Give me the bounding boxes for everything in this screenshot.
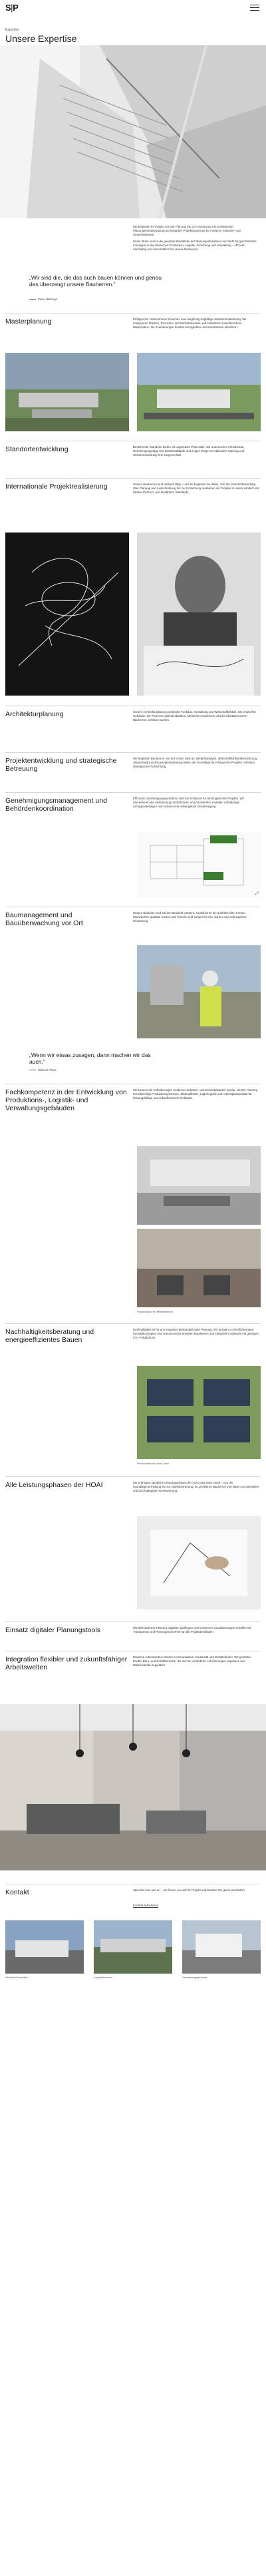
- section-title-masterplanung: Masterplanung: [5, 318, 52, 325]
- intro-paragraph-2: Unser Team vereint die gesamte Bandbreite der Planungsdisziplinen und steht für ganzheitliche Lösungen in den Bereichen Produktion, Logistik, Forschung und Verwaltung – effizient, nachhaltig und wirtschaftlich für unsere Bauherren.: [133, 240, 257, 251]
- project-teaser-2-image[interactable]: [94, 1920, 172, 1974]
- quote-2-author-name: Michael Pfaus: [38, 1068, 57, 1072]
- intro-text: [133, 225, 259, 252]
- masterplan-aerial-image-1: [5, 353, 129, 431]
- construction-site-image: [137, 945, 261, 1038]
- section-title-hoai: Alle Leistungsphasen der HOAI: [5, 1481, 103, 1489]
- project-teaser-3-image[interactable]: [182, 1920, 261, 1974]
- section-text-fachkompetenz: Wir kennen die Anforderungen moderner Industrie- und Gewerbebauten genau. Unsere Planung berücksichtigt Produktionsprozesse, Materialflüsse, Lagerlogistik und Arbeitsplatzqualität für leistungsfähige und zukunftssichere Gebäude.: [133, 1088, 258, 1100]
- divider: [5, 313, 261, 314]
- quote-1-author: [29, 298, 57, 301]
- page-title: Unsere Expertise: [5, 33, 77, 44]
- quote-1: „Wir sind die, die das auch bauen können und genau das überzeugt unsere Bauherren.“: [29, 274, 162, 288]
- section-title-international: Internationale Projektrealisierung: [5, 483, 108, 491]
- section-text-kontakt: Sprechen Sie uns an – wir freuen uns auf Ihr Projekt und beraten Sie gerne persönlich.: [133, 1888, 245, 1892]
- project-teaser-1-image[interactable]: [5, 1920, 84, 1974]
- section-text-architektur: Unsere Architekturplanung verbindet Funktion, Gestaltung und Wirtschaftlichkeit. Wir entwerfen Gebäude, die Prozesse optimal abbilden, Menschen inspirieren und die Identität unserer Bauherren sichtbar machen.: [133, 710, 256, 722]
- section-title-projektentwicklung: Projektentwicklung und strategische Betreuung: [5, 757, 117, 773]
- sketch-drawing-image: [5, 533, 129, 696]
- project-teaser-2-label[interactable]: Logistikzentrum: [94, 1976, 113, 1979]
- divider: [5, 478, 261, 479]
- logo-letter-s: S: [5, 3, 11, 13]
- section-title-fachkompetenz: Fachkompetenz in der Entwicklung von Produktions-, Logistik- und Verwaltungsgebäuden: [5, 1088, 127, 1112]
- kontakt-link[interactable]: Kontakt aufnehmen: [133, 1904, 159, 1907]
- divider: [5, 752, 261, 753]
- section-text-bauleitung: Unsere Bauleiter sind auf der Baustelle präsent, koordinieren die ausführenden Firmen, überwachen Qualität, Kosten und Termine und sorgen für eine sichere und reibungslose Umsetzung.: [133, 911, 247, 923]
- fachkompetenz-caption: Pausenraum für Mitarbeitende: [137, 1310, 173, 1313]
- masterplan-aerial-image-2: [137, 353, 261, 431]
- section-title-genehmigung: Genehmigungsmanagement und Behördenkoordination: [5, 797, 107, 813]
- floorplan-diagram-image: [137, 832, 261, 897]
- logo-letter-p: P: [13, 3, 19, 13]
- page-kicker: Expertise: [5, 28, 19, 32]
- section-title-kontakt: Kontakt: [5, 1888, 29, 1896]
- section-text-arbeitswelten: Moderne Arbeitswelten fördern Kommunikation, Kreativität und Wohlbefinden. Wir gestalten flexible Büro- und Sozialbereiche, die sich an veränderte Anforderungen anpassen und Mitarbeitende begeistern.: [133, 1655, 251, 1667]
- section-text-digital: Mit BIM-basierter Planung, digitalen Zwillingen und modernen Visualisierungen schaffen wir Transparenz und Planungssicherheit für alle Projektbeteiligten.: [133, 1626, 251, 1633]
- hand-sketch-image: [137, 1516, 261, 1610]
- solar-roof-image: [137, 1366, 261, 1459]
- quote-2-author: [29, 1068, 57, 1072]
- intro-paragraph-1: Wir begleiten Ihr Projekt von der Planung bis zur Umsetzung mit umfassender Planungsverantwortung und integraler Projektsteuerung für moderne Industrie- und Gewerbebauten.: [133, 225, 241, 236]
- interior-image-2: [137, 1229, 261, 1307]
- section-title-arbeitswelten: Integration flexibler und zukunftsfähiger Arbeitswelten: [5, 1655, 128, 1671]
- section-text-hoai: Wir erbringen sämtliche Leistungsphasen der HOAI aus einer Hand – von der Grundlagenermittlung bis zur Objektbetreuung. So profitieren Bauherren von klaren Schnittstellen und durchgängiger Verantwortung.: [133, 1481, 259, 1492]
- office-lounge-image: [0, 1704, 266, 1870]
- section-title-nachhaltigkeit: Nachhaltigkeitsberatung und energieeffizientes Bauen: [5, 1328, 94, 1344]
- divider: [5, 1476, 261, 1477]
- section-text-international: Unsere Bauherren sind weltweit tätig – und wir begleiten sie dabei. Von der Standortbewertung über Planung und Ausschreibung bis zur Umsetzung realisieren wir Projekte in vielen Ländern mit lokalen Partnern und bewährten Standards.: [133, 483, 259, 494]
- section-text-masterplanung: Erfolgreiche Unternehmen brauchen eine langfristig tragfähige Standortentwicklung. Wir analysieren Flächen, Prozesse und Wachstumsziele und entwickeln zukunftssichere Masterpläne, die Erweiterungen flexibel ermöglichen und Investitionen absichern.: [133, 318, 247, 329]
- hero-image: [0, 45, 266, 218]
- section-text-projektentwicklung: Wir begleiten Bauherren von der ersten Idee an: Bedarfsanalyse, Wirtschaftlichkeitsbetrachtung, Standortwahl und Konzeptentwicklung bilden die Grundlage für erfolgreiche Projekte mit klarer strategischer Ausrichtung.: [133, 757, 258, 768]
- project-teaser-1-label[interactable]: Neubau Produktion: [5, 1976, 29, 1979]
- project-teaser-3-label[interactable]: Verwaltungsgebäude: [182, 1976, 207, 1979]
- nachhaltigkeit-caption: Photovoltaik auf dem Dach: [137, 1462, 169, 1465]
- menu-icon[interactable]: [250, 5, 259, 11]
- section-title-standortentwicklung: Standortentwicklung: [5, 445, 68, 453]
- section-title-bauleitung: Baumanagement und Bauüberwachung vor Ort: [5, 911, 83, 927]
- section-text-genehmigung: Effiziente Genehmigungsverfahren sind ein Schlüssel für termingerechte Projekte. Wir übernehmen die Abstimmung mit Behörden und Fachstellen, erstellen vollständige Antragsunterlagen und sichern eine reibungslose Genehmigung.: [133, 797, 245, 808]
- interior-image-1: [137, 1146, 261, 1225]
- expand-icon[interactable]: ⤢: [255, 892, 259, 896]
- divider: [5, 792, 261, 793]
- logo[interactable]: [5, 3, 18, 13]
- section-title-digital: Einsatz digitaler Planungstools: [5, 1626, 101, 1634]
- quote-2: „Wenn wir etwas zusagen, dann machen wir das auch.“: [29, 1052, 151, 1065]
- divider: [5, 1621, 261, 1622]
- logo-separator: |: [11, 3, 13, 13]
- architect-drawing-image: [137, 533, 261, 696]
- section-title-architektur: Architekturplanung: [5, 710, 64, 718]
- section-text-nachhaltigkeit: Nachhaltigkeit ist für uns integraler Bestandteil jeder Planung. Wir beraten zu Zertifizierungen, Energiekonzepten und ressourcenschonenden Bauweisen und entwickeln Gebäude mit geringem CO₂-Fußabdruck.: [133, 1328, 259, 1339]
- quote-1-author-name: Peter Haltmayr: [38, 298, 58, 301]
- section-text-standortentwicklung: Bestehende Standorte bieten oft ungenutzte Potenziale. Wir untersuchen Infrastruktur, Genehmigungslage und Betriebsabläufe und zeigen Wege zur optimalen Nutzung und Weiterentwicklung Ihrer Liegenschaft.: [133, 445, 245, 457]
- divider: [5, 1323, 261, 1324]
